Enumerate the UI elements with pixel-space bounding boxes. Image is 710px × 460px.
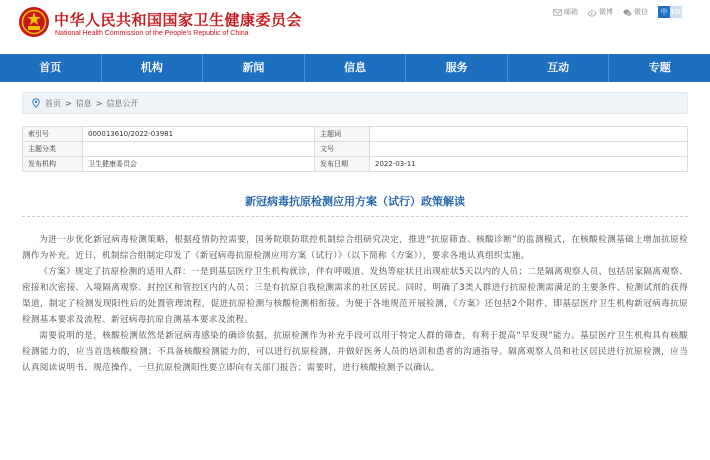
top-links xyxy=(553,6,682,18)
nav-information[interactable]: 信息 xyxy=(305,54,407,82)
issuer-value: 卫生健康委员会 xyxy=(83,157,315,172)
doc-no-value xyxy=(370,142,688,157)
category-label: 主题分类 xyxy=(23,142,83,157)
wechat-link[interactable] xyxy=(623,7,648,17)
index-no-value: 000013610/2022-03981 xyxy=(83,127,315,142)
nav-news[interactable]: 新闻 xyxy=(203,54,305,82)
lang-zh-button[interactable]: 中 xyxy=(658,6,670,18)
article-body xyxy=(22,232,688,376)
breadcrumb-home[interactable]: 首页 xyxy=(45,98,61,108)
location-pin-icon xyxy=(31,98,41,108)
breadcrumb-separator: > xyxy=(65,98,72,108)
main-nav xyxy=(0,54,710,82)
article-paragraph: 《方案》规定了抗原检测的适用人群：一是到基层医疗卫生机构就诊，伴有呼吸道、发热等症状且出现症状5天以内的人员；二是隔离观察人员，包括居家隔离观察、密接和次密接、入境隔离观察、封控区和管控区内的人员；三是有抗原自我检测需求的社区居民。同时，明确了3类人群进行抗原检测需满足的主要条件、检测试剂的获得渠道，制定了检测发现阳性后的处置管理流程，促进抗原检测与核酸检测相衔接。为便于各地规范开展检测，《方案》还包括2个附件，即基层医疗卫生机构新冠病毒抗原检测基本要求及流程、新冠病毒抗原自测基本要求及流程。 xyxy=(22,267,688,325)
article-title: 新冠病毒抗原检测应用方案（试行）政策解读 xyxy=(245,195,465,208)
issuer-label: 发布机构 xyxy=(23,157,83,172)
nav-interaction[interactable]: 互动 xyxy=(508,54,610,82)
subject-value xyxy=(370,127,688,142)
index-no-label: 索引号 xyxy=(23,127,83,142)
nav-institutions[interactable]: 机构 xyxy=(102,54,204,82)
breadcrumb-public-info[interactable]: 信息公开 xyxy=(106,98,139,108)
document-meta-table xyxy=(22,126,688,172)
article-paragraph: 需要说明的是，核酸检测依然是新冠病毒感染的确诊依据，抗原检测作为补充手段可以用于特定人群的筛查，有利于提高“早发现”能力。基层医疗卫生机构具有核酸检测能力的，应当首选核酸检测；不具备核酸检测能力的，可以进行抗原检测，并做好医务人员的培训和患者的沟通指导。隔离观察人员和社区居民进行抗原检测，应当认真阅读说明书、规范操作，一旦抗原检测阳性要立即向有关部门报告；需要时，进行核酸检测予以确认。 xyxy=(22,331,688,373)
title-divider xyxy=(22,216,688,217)
weibo-link[interactable] xyxy=(588,7,613,17)
wechat-link-label: 微信 xyxy=(634,8,648,16)
language-switch xyxy=(658,6,682,18)
site-subtitle: National Health Commission of the People's Republic of China xyxy=(55,30,249,37)
mail-icon xyxy=(553,8,562,17)
nav-topics[interactable]: 专题 xyxy=(648,61,671,74)
weibo-icon xyxy=(588,8,597,17)
mail-link-label: 邮箱 xyxy=(564,8,578,16)
mail-link[interactable] xyxy=(553,7,578,17)
category-value xyxy=(83,142,315,157)
nav-home[interactable]: 首页 xyxy=(0,54,102,82)
date-label: 发布日期 xyxy=(315,157,370,172)
breadcrumb xyxy=(22,92,688,114)
subject-label: 主题词 xyxy=(315,127,370,142)
national-emblem-icon[interactable] xyxy=(18,6,50,38)
doc-no-label: 文号 xyxy=(315,142,370,157)
wechat-icon xyxy=(623,8,632,17)
breadcrumb-separator: > xyxy=(95,98,103,108)
nav-services[interactable]: 服务 xyxy=(406,54,508,82)
breadcrumb-information[interactable]: 信息 xyxy=(75,98,92,108)
weibo-link-label: 微博 xyxy=(599,8,613,16)
site-title[interactable]: 中华人民共和国国家卫生健康委员会 xyxy=(54,11,303,29)
lang-en-button[interactable]: EN xyxy=(671,8,681,16)
article-paragraph: 为进一步优化新冠病毒检测策略，根据疫情防控需要，国务院联防联控机制综合组研究决定，推进“抗原筛查、核酸诊断”的监测模式，在核酸检测基础上增加抗原检测作为补充。近日，机制综合组制定印发了《新冠病毒抗原检测应用方案（试行）》（以下简称《方案》），要求各地认真组织实施。 xyxy=(22,235,688,261)
site-header xyxy=(0,0,710,52)
date-value: 2022-03-11 xyxy=(370,157,688,172)
